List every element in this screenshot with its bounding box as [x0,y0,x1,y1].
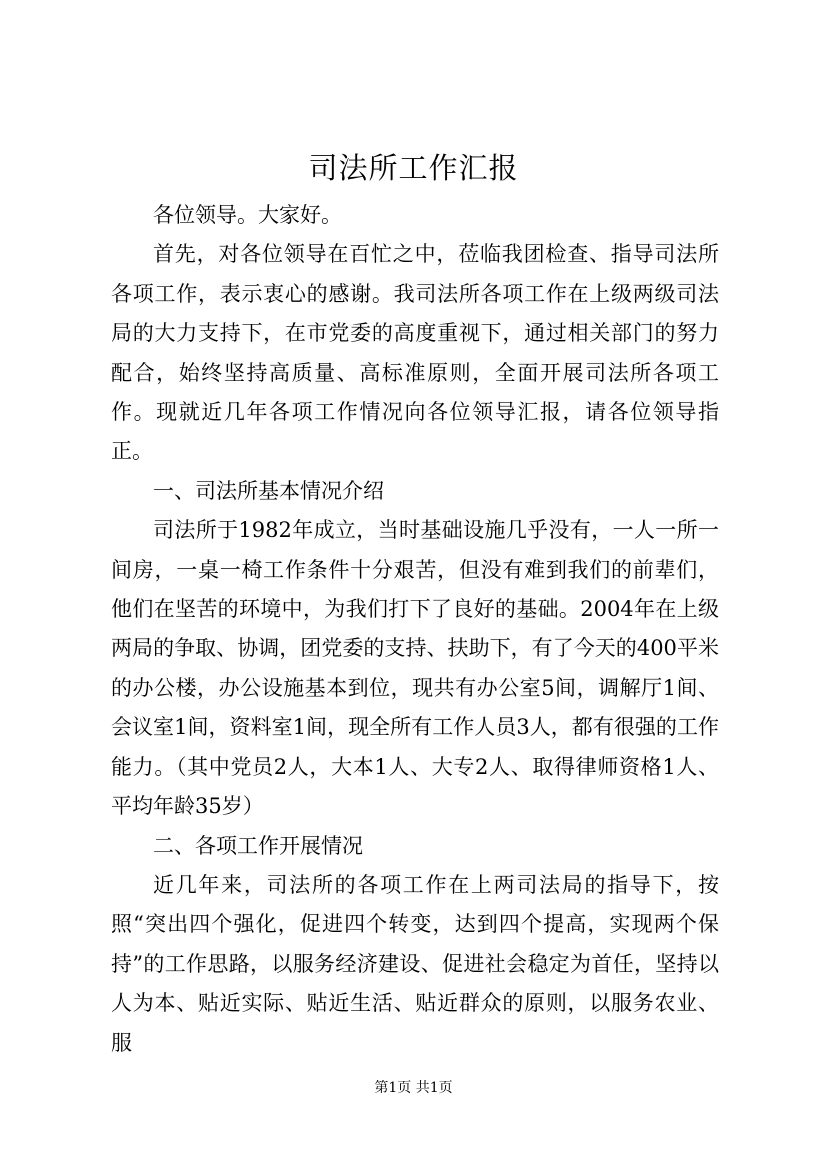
page-footer: 第1页 共1页 [374,1080,453,1096]
section-heading-2: 二、各项工作开展情况 [153,833,363,858]
section-heading-1: 一、司法所基本情况介绍 [153,478,384,503]
document-title: 司法所工作汇报 [308,151,519,185]
intro-paragraph: 首先，对各位领导在百忙之中，莅临我团检查、指导司法所各项工作，表示衷心的感谢。我司法所各项工作在上级两级司法局的大力支持下，在市党委的高度重视下，通过相关部门的努力配合，始终坚持高质量、高标准原则，全面开展司法所各项工作。现就近几年各项工作情况向各位领导汇报，请各位领导指正。 [111,242,719,464]
document-body [111,196,719,1063]
greeting-paragraph: 各位领导。大家好。 [153,203,342,227]
work-status-paragraph: 近几年来，司法所的各项工作在上两司法局的指导下，按照“突出四个强化，促进四个转变，达到四个提高，实现两个保持”的工作思路，以服务经济建设、促进社会稳定为首任，坚持以人为本、贴近实际、贴近生活、贴近群众的原则，以服务农业、服 [111,872,719,1055]
basic-info-paragraph: 司法所于1982年成立，当时基础设施几乎没有，一人一所一间房，一桌一椅工作条件十分艰苦，但没有难到我们的前辈们，他们在坚苦的环境中，为我们打下了良好的基础。2004年在上级两局的争取、协调，团党委的支持、扶助下，有了今天的400平米的办公楼，办公设施基本到位，现共有办公室5间，调解厅1间、会议室1间，资料室1间，现全所有工作人员3人，都有很强的工作能力。（其中党员2人，大本1人、大专2人、取得律师资格1人、平均年龄35岁） [111,518,719,819]
